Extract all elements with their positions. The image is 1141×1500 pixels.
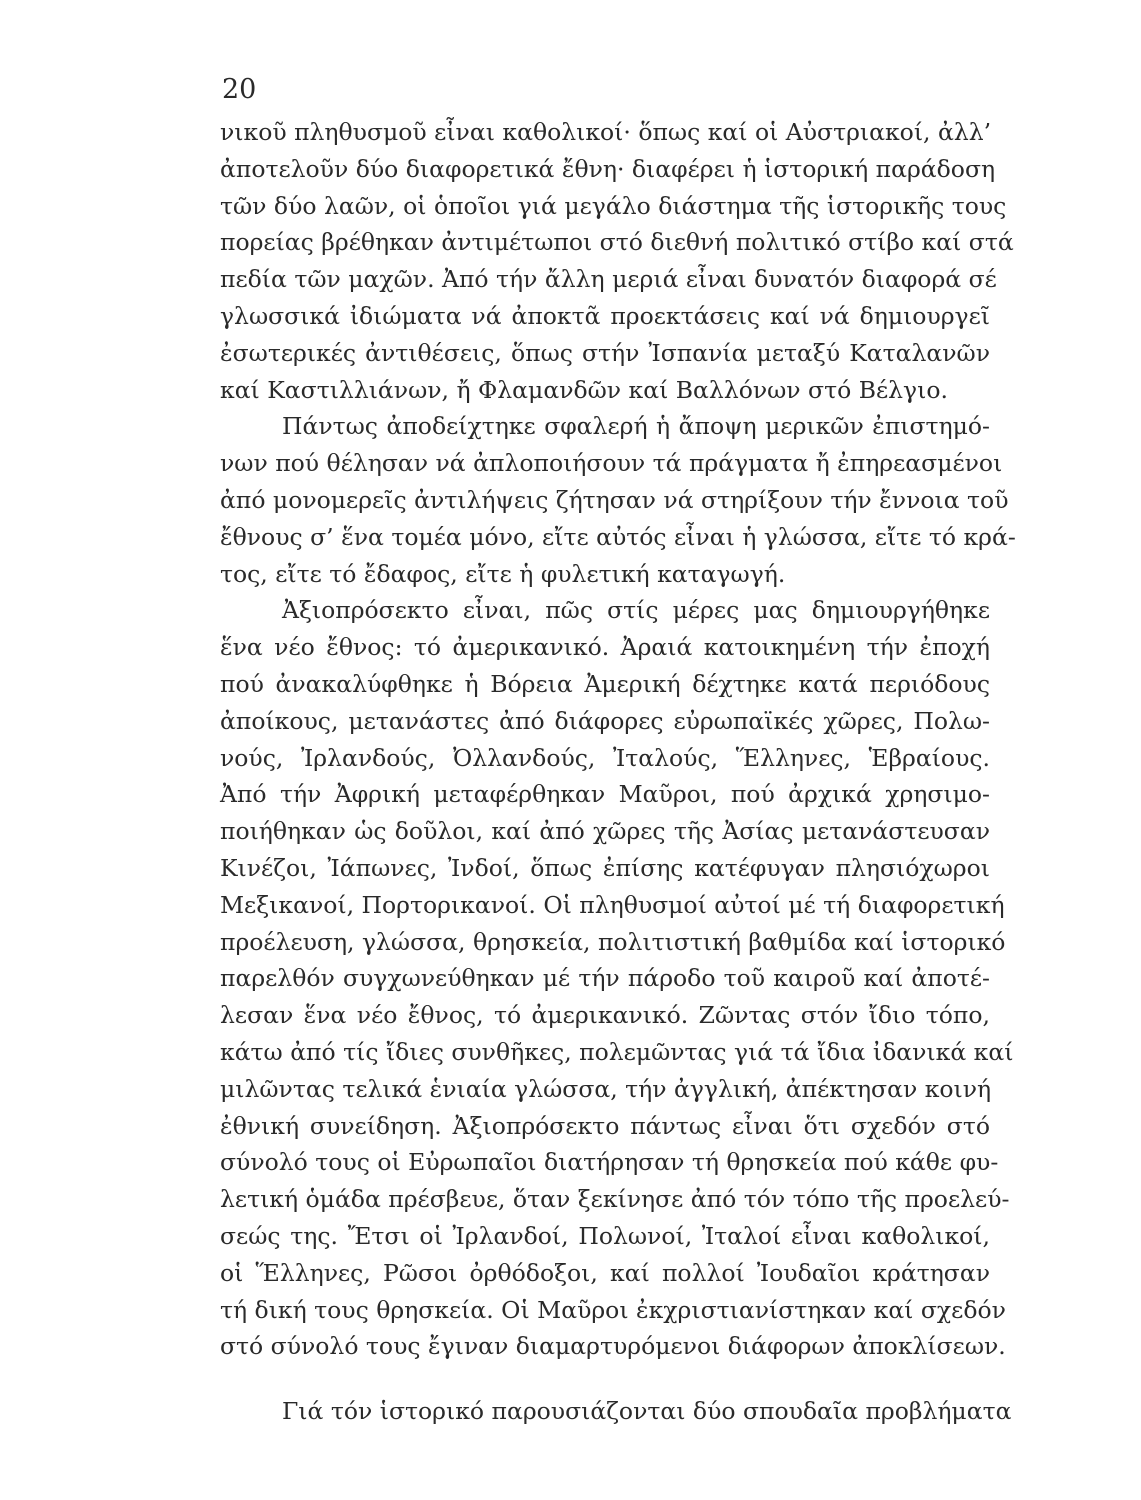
text-line: γλωσσικά ἰδιώματα νά ἀποκτᾶ προεκτάσεις καί νά δημιουργεῖ xyxy=(220,301,990,330)
text-line: σύνολό τους οἱ Εὐρωπαῖοι διατήρησαν τή θρησκεία πού κάθε φυ- xyxy=(220,1148,999,1177)
text-line: στό σύνολό τους ἔγιναν διαμαρτυρόμενοι διάφορων ἀποκλίσεων. xyxy=(220,1332,1006,1361)
text-line: ἀπό μονομερεῖς ἀντιλήψεις ζήτησαν νά στηρίξουν τήν ἔννοια τοῦ xyxy=(220,485,1009,514)
page-number: 20 xyxy=(222,74,257,105)
text-line: τή δική τους θρησκεία. Οἱ Μαῦροι ἐκχριστιανίστηκαν καί σχεδόν xyxy=(220,1295,1006,1324)
text-line: ἕνα νέο ἔθνος: τό ἀμερικανικό. Ἀραιά κατοικημένη τήν ἐποχή xyxy=(220,633,990,662)
text-line: οἱ Ἕλληνες, Ρῶσοι ὀρθόδοξοι, καί πολλοί Ἰουδαῖοι κράτησαν xyxy=(220,1258,990,1287)
text-line: νων πού θέλησαν νά ἀπλοποιήσουν τά πράγματα ἤ ἐπηρεασμένοι xyxy=(220,449,1003,478)
paragraph-start-line: Ἀξιοπρόσεκτο εἶναι, πῶς στίς μέρες μας δημιουργήθηκε xyxy=(282,596,990,625)
body-text xyxy=(220,114,1016,1430)
text-line: παρελθόν συγχωνεύθηκαν μέ τήν πάροδο τοῦ καιροῦ καί ἀποτέ- xyxy=(220,964,990,993)
text-line: πού ἀνακαλύφθηκε ἡ Βόρεια Ἀμερική δέχτηκε κατά περιόδους xyxy=(220,669,990,698)
text-line: καί Καστιλλιάνων, ἤ Φλαμανδῶν καί Βαλλόνων στό Βέλγιο. xyxy=(220,375,948,404)
text-line: λετική ὁμάδα πρέσβευε, ὅταν ξεκίνησε ἀπό τόν τόπο τῆς προελεύ- xyxy=(220,1185,1010,1214)
text-line: Ἀπό τήν Ἀφρική μεταφέρθηκαν Μαῦροι, πού ἀρχικά χρησιμο- xyxy=(220,780,990,809)
text-line: μιλῶντας τελικά ἑνιαία γλώσσα, τήν ἀγγλική, ἀπέκτησαν κοινή xyxy=(220,1074,992,1103)
text-line: τῶν δύο λαῶν, οἱ ὁποῖοι γιά μεγάλο διάστημα τῆς ἱστορικῆς τους xyxy=(220,191,1007,220)
text-line: ἔθνους σ’ ἕνα τομέα μόνο, εἴτε αὐτός εἶναι ἡ γλώσσα, εἴτε τό κρά- xyxy=(220,522,1016,551)
text-line: ἀποίκους, μετανάστες ἀπό διάφορες εὐρωπαϊκές χῶρες, Πολω- xyxy=(220,706,990,735)
text-line: λεσαν ἕνα νέο ἔθνος, τό ἀμερικανικό. Ζῶντας στόν ἴδιο τόπο, xyxy=(220,1001,990,1030)
text-line: πεδία τῶν μαχῶν. Ἀπό τήν ἄλλη μεριά εἶναι δυνατόν διαφορά σέ xyxy=(220,265,997,294)
paragraph-start-line: Πάντως ἀποδείχτηκε σφαλερή ἡ ἄποψη μερικῶν ἐπιστημό- xyxy=(282,412,990,441)
text-line: ἐσωτερικές ἀντιθέσεις, ὅπως στήν Ἰσπανία μεταξύ Καταλανῶν xyxy=(220,338,990,367)
text-line: κάτω ἀπό τίς ἴδιες συνθῆκες, πολεμῶντας γιά τά ἴδια ἰδανικά καί xyxy=(220,1037,1014,1066)
text-line: τος, εἴτε τό ἔδαφος, εἴτε ἡ φυλετική καταγωγή. xyxy=(220,559,786,588)
text-line: Μεξικανοί, Πορτορικανοί. Οἱ πληθυσμοί αὐτοί μέ τή διαφορετική xyxy=(220,890,1005,919)
text-line: ἐθνική συνείδηση. Ἀξιοπρόσεκτο πάντως εἶναι ὅτι σχεδόν στό xyxy=(220,1111,990,1140)
text-line: σεώς της. Ἔτσι οἱ Ἰρλανδοί, Πολωνοί, Ἰταλοί εἶναι καθολικοί, xyxy=(220,1221,990,1250)
text-line: πορείας βρέθηκαν ἀντιμέτωποι στό διεθνή πολιτικό στίβο καί στά xyxy=(220,228,1014,257)
paragraph-gap xyxy=(220,1365,990,1393)
text-line: ἀποτελοῦν δύο διαφορετικά ἔθνη· διαφέρει ἡ ἱστορική παράδοση xyxy=(220,154,996,183)
text-line: προέλευση, γλώσσα, θρησκεία, πολιτιστική βαθμίδα καί ἱστορικό xyxy=(220,927,1006,956)
text-line: Κινέζοι, Ἰάπωνες, Ἰνδοί, ὅπως ἐπίσης κατέφυγαν πλησιόχωροι xyxy=(220,853,990,882)
text-line: νούς, Ἰρλανδούς, Ὀλλανδούς, Ἰταλούς, Ἕλληνες, Ἑβραίους. xyxy=(220,743,990,772)
text-line: ποιήθηκαν ὡς δοῦλοι, καί ἀπό χῶρες τῆς Ἀσίας μετανάστευσαν xyxy=(220,817,990,846)
paragraph-start-line: Γιά τόν ἱστορικό παρουσιάζονται δύο σπουδαῖα προβλήματα xyxy=(282,1397,1012,1426)
text-line: νικοῦ πληθυσμοῦ εἶναι καθολικοί· ὅπως καί οἱ Αὐστριακοί, ἀλλ’ xyxy=(220,118,992,146)
